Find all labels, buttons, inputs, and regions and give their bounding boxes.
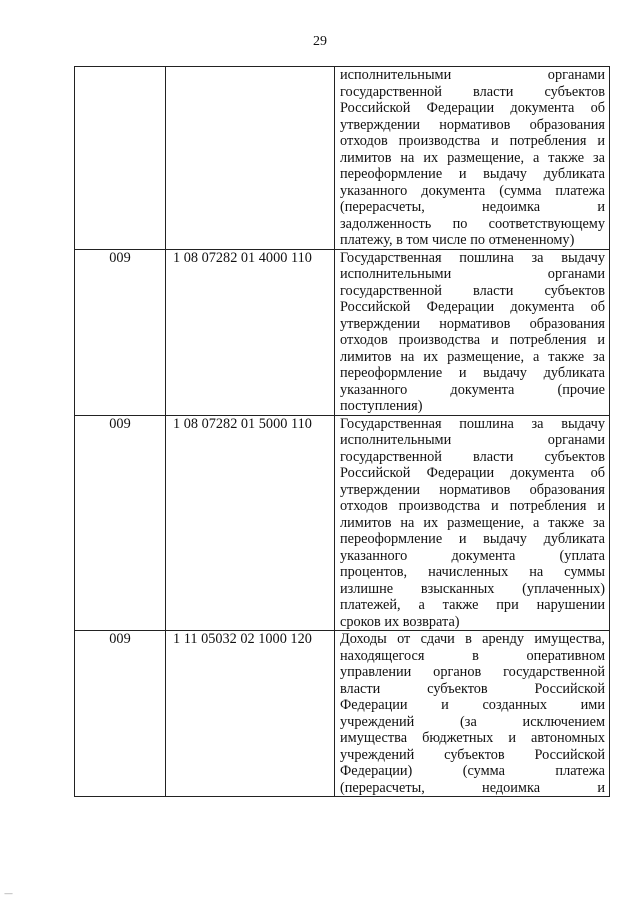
name-line: излишне взысканных (уплаченных) xyxy=(340,580,605,597)
name-line: указанного документа (уплата xyxy=(340,547,605,564)
name-line: имущества бюджетных и автономных xyxy=(340,730,605,746)
name-line: отходов производства и потребления и xyxy=(340,332,605,348)
name-line: Российской Федерации документа об xyxy=(340,299,605,315)
table-row xyxy=(75,249,610,415)
admin-code-cell: 009 xyxy=(75,249,166,415)
kbk-code-cell: 1 08 07282 01 4000 110 xyxy=(166,249,335,415)
name-line: учреждений субъектов Российской xyxy=(340,746,605,763)
table-row xyxy=(75,631,610,797)
name-line: поступления) xyxy=(340,398,423,414)
name-line: (перерасчеты, недоимка и xyxy=(340,779,605,796)
table-row xyxy=(75,415,610,631)
admin-code-cell: 009 xyxy=(75,415,166,631)
name-line: учреждений (за исключением xyxy=(340,713,605,730)
name-line: государственной власти субъектов xyxy=(340,282,605,299)
name-line: исполнительными органами xyxy=(340,432,605,448)
name-line: сроков их возврата) xyxy=(340,613,460,630)
kbk-code-cell: 1 11 05032 02 1000 120 xyxy=(166,631,335,797)
name-line: управлении органов государственной xyxy=(340,664,605,680)
name-line: государственной власти субъектов xyxy=(340,448,605,465)
name-line: Государственная пошлина за выдачу xyxy=(340,415,605,432)
name-line: лимитов на их размещение, а также за xyxy=(340,348,605,365)
name-line: Российской Федерации документа об xyxy=(340,100,605,116)
name-line: лимитов на их размещение, а также за xyxy=(340,149,605,166)
page-number: 29 xyxy=(313,34,327,49)
table-body xyxy=(75,67,610,797)
name-line: исполнительными органами xyxy=(340,67,605,83)
name-line: исполнительными органами xyxy=(340,266,605,282)
revenue-classification-table xyxy=(74,66,610,797)
name-line: платежу, в том числе по отмененному) xyxy=(340,232,575,248)
name-line: находящегося в оперативном xyxy=(340,647,605,664)
name-line: отходов производства и потребления и xyxy=(340,133,605,149)
name-line: процентов, начисленных на суммы xyxy=(340,564,605,580)
revenue-name-cell xyxy=(335,249,610,415)
name-line: платежей, а также при нарушении xyxy=(340,597,605,613)
name-line: лимитов на их размещение, а также за xyxy=(340,514,605,531)
revenue-name-cell xyxy=(335,67,610,250)
name-line: Доходы от сдачи в аренду имущества, xyxy=(340,631,605,647)
kbk-code-cell: 1 08 07282 01 5000 110 xyxy=(166,415,335,631)
name-line: отходов производства и потребления и xyxy=(340,498,605,514)
name-line: Федерации и созданных ими xyxy=(340,697,605,713)
name-line: Российской Федерации документа об xyxy=(340,465,605,481)
table-row xyxy=(75,67,610,250)
name-line: (перерасчеты, недоимка и xyxy=(340,199,605,215)
name-line: переоформление и выдачу дубликата xyxy=(340,365,605,381)
name-line: задолженность по соответствующему xyxy=(340,215,605,232)
revenue-name-cell xyxy=(335,631,610,797)
kbk-code-cell xyxy=(166,67,335,250)
corner-mark: — xyxy=(4,889,13,899)
name-line: Федерации) (сумма платежа xyxy=(340,763,605,779)
name-line: переоформление и выдачу дубликата xyxy=(340,166,605,182)
revenue-name-cell xyxy=(335,415,610,631)
name-line: переоформление и выдачу дубликата xyxy=(340,531,605,547)
admin-code-cell xyxy=(75,67,166,250)
name-line: власти субъектов Российской xyxy=(340,680,605,697)
name-line: указанного документа (прочие xyxy=(340,381,605,398)
name-line: указанного документа (сумма платежа xyxy=(340,182,605,199)
name-line: утверждении нормативов образования xyxy=(340,116,605,133)
name-line: утверждении нормативов образования xyxy=(340,481,605,498)
name-line: государственной власти субъектов xyxy=(340,83,605,100)
name-line: утверждении нормативов образования xyxy=(340,315,605,332)
admin-code-cell: 009 xyxy=(75,631,166,797)
name-line: Государственная пошлина за выдачу xyxy=(340,249,605,266)
